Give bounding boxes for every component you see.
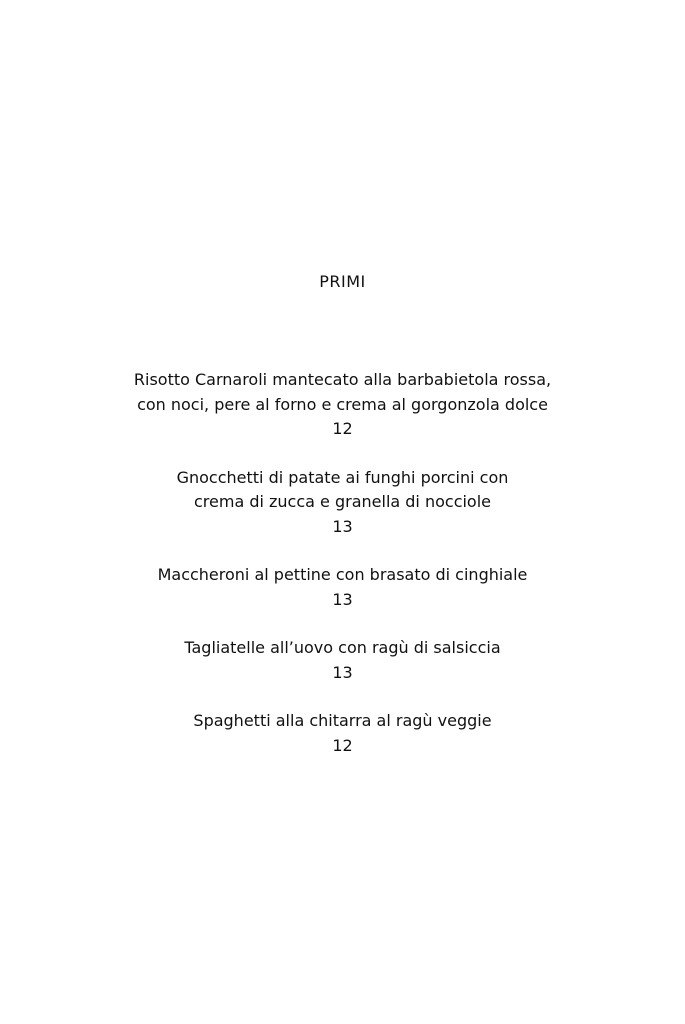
dish-item [0, 563, 685, 612]
dish-name-line: Gnocchetti di patate ai funghi porcini con [176, 467, 509, 487]
dish-name-line: Tagliatelle all’uovo con ragù di salsiccia [184, 638, 501, 657]
dish-price: 13 [332, 662, 353, 682]
section-title: PRIMI [319, 272, 366, 291]
dish-name-line: Spaghetti alla chitarra al ragù veggie [193, 711, 492, 730]
dish-price: 13 [332, 589, 353, 609]
dish-item [0, 709, 685, 758]
dish-name-line: Maccheroni al pettine con brasato di cinghiale [157, 565, 528, 584]
dish-item [0, 466, 685, 540]
dish-list [0, 368, 685, 782]
dish-name-line: Risotto Carnaroli mantecato alla barbabietola rossa, [133, 370, 552, 389]
dish-item [0, 368, 685, 442]
dish-price: 13 [332, 516, 353, 536]
dish-name-line: con noci, pere al forno e crema al gorgonzola dolce [137, 394, 548, 414]
dish-name-line: crema di zucca e granella di nocciole [193, 492, 492, 511]
dish-item [0, 636, 685, 685]
dish-price: 12 [332, 735, 353, 755]
dish-price: 12 [332, 419, 353, 438]
